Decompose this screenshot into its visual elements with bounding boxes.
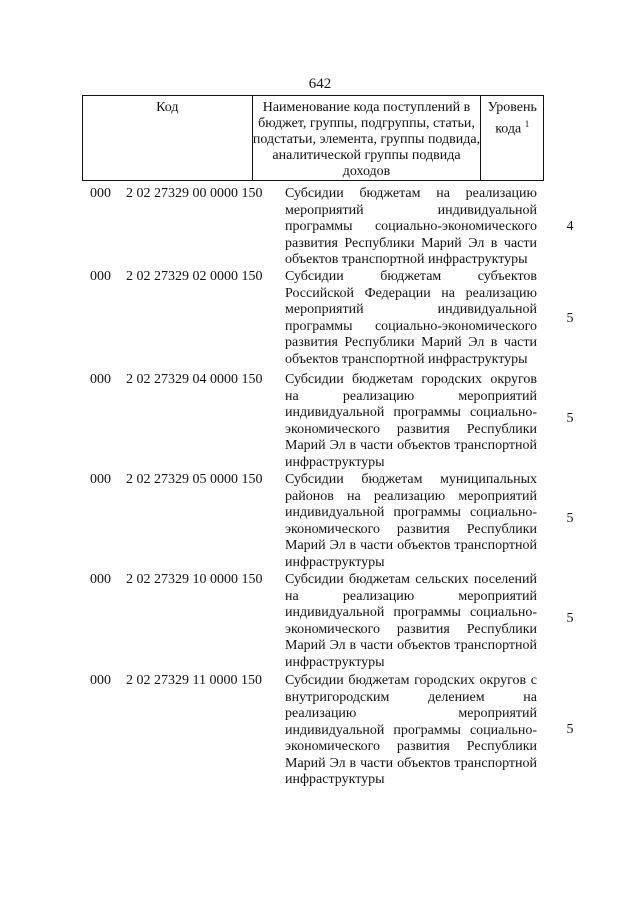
row-code: 2 02 27329 02 0000 150 xyxy=(126,269,263,284)
header-name-label: Наименование кода поступлений в бюджет, группы, подгруппы, статьи, подстатьи, элемента, группы подвида, аналитической группы подвида доходов xyxy=(252,100,481,179)
table-header xyxy=(82,95,544,181)
row-name: Субсидии бюджетам городских округов с внутригородским делением на реализацию мероприятий индивидуальной программы социально-экономического развития Республики Марий Эл в части объектов транспортной инфраструктуры xyxy=(285,673,537,787)
row-name: Субсидии бюджетам муниципальных районов на реализацию мероприятий индивидуальной программы социально-экономического развития Республики Марий Эл в части объектов транспортной инфраструктуры xyxy=(285,472,537,570)
page-number: 642 xyxy=(308,76,332,92)
row-level: 5 xyxy=(566,511,574,526)
header-code xyxy=(83,96,253,181)
header-code-label: Код xyxy=(156,100,179,115)
row-name: Субсидии бюджетам сельских поселений на реализацию мероприятий индивидуальной программы социально-экономического развития Республики Марий Эл в части объектов транспортной инфраструктуры xyxy=(285,572,537,670)
row-level: 4 xyxy=(566,219,574,234)
row-prefix: 000 xyxy=(90,269,111,284)
row-level: 5 xyxy=(566,611,574,626)
row-name: Субсидии бюджетам на реализацию мероприятий индивидуальной программы социально-экономического развития Республики Марий Эл в части объектов транспортной инфраструктуры xyxy=(285,186,537,267)
row-level: 5 xyxy=(566,311,574,326)
row-level: 5 xyxy=(566,411,574,426)
header-name xyxy=(252,96,481,181)
row-prefix: 000 xyxy=(90,186,111,201)
row-name: Субсидии бюджетам городских округов на реализацию мероприятий индивидуальной программы социально-экономического развития Республики Марий Эл в части объектов транспортной инфраструктуры xyxy=(285,372,537,470)
row-code: 2 02 27329 11 0000 150 xyxy=(126,673,262,688)
header-level xyxy=(481,96,544,181)
row-prefix: 000 xyxy=(90,472,111,487)
row-code: 2 02 27329 04 0000 150 xyxy=(126,372,263,387)
row-level: 5 xyxy=(566,722,574,737)
header-level-label: Уровень кода xyxy=(487,100,537,137)
header-level-footnote: 1 xyxy=(524,119,530,129)
row-code: 2 02 27329 10 0000 150 xyxy=(126,572,263,587)
row-prefix: 000 xyxy=(90,372,111,387)
row-code: 2 02 27329 00 0000 150 xyxy=(126,186,263,201)
row-prefix: 000 xyxy=(90,673,111,688)
row-name: Субсидии бюджетам субъектов Российской Федерации на реализацию мероприятий индивидуальной программы социально-экономического развития Республики Марий Эл в части объектов транспортной инфраструктуры xyxy=(285,269,537,367)
row-prefix: 000 xyxy=(90,572,111,587)
row-code: 2 02 27329 05 0000 150 xyxy=(126,472,263,487)
